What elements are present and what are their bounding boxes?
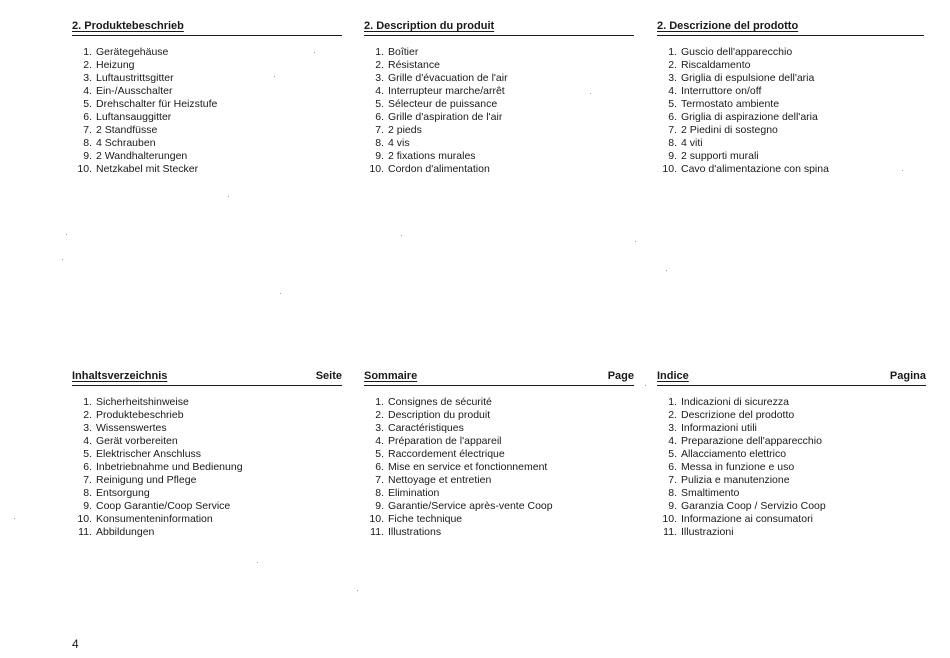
item-number: 5.: [375, 98, 384, 110]
section-it-product-description: [657, 20, 924, 176]
item-number: 4.: [83, 85, 92, 97]
scan-speck: [635, 241, 636, 242]
item-number: 9.: [83, 150, 92, 162]
item-text: Interrupteur marche/arrêt: [388, 85, 505, 97]
list-item: [364, 85, 634, 98]
list-item: [72, 98, 342, 111]
item-number: 4.: [375, 85, 384, 97]
item-text: Illustrazioni: [681, 526, 734, 538]
scan-speck: [645, 385, 646, 386]
item-number: 6.: [375, 461, 384, 473]
section-title: 2. Descrizione del prodotto: [657, 20, 799, 32]
section-heading: [72, 20, 342, 36]
item-text: Inbetriebnahme und Bedienung: [96, 461, 243, 473]
item-text: 4 Schrauben: [96, 137, 156, 149]
item-text: Grille d'aspiration de l'air: [388, 111, 503, 123]
list-item: [72, 474, 342, 487]
item-number: 9.: [375, 150, 384, 162]
item-number: 7.: [668, 124, 677, 136]
list-item: [657, 72, 924, 85]
item-number: 7.: [668, 474, 677, 486]
list-item: [72, 111, 342, 124]
scan-speck: [274, 76, 275, 77]
list-item: [657, 448, 926, 461]
list-item: [72, 513, 342, 526]
item-text: Griglia di aspirazione dell'aria: [681, 111, 818, 123]
item-text: Indicazioni di sicurezza: [681, 396, 789, 408]
item-text: 2 Piedini di sostegno: [681, 124, 778, 136]
list-item: [657, 396, 926, 409]
list-item: [657, 487, 926, 500]
item-number: 1.: [668, 396, 677, 408]
scan-speck: [666, 270, 667, 271]
item-number: 8.: [375, 137, 384, 149]
list-item: [364, 137, 634, 150]
list-item: [72, 150, 342, 163]
list-item: [657, 513, 926, 526]
item-text: Préparation de l'appareil: [388, 435, 502, 447]
list-item: [364, 124, 634, 137]
item-text: Allacciamento elettrico: [681, 448, 787, 460]
section-de-table-of-contents: [72, 370, 342, 539]
section-heading: [657, 370, 926, 386]
list-item: [657, 111, 924, 124]
scan-speck: [401, 235, 402, 236]
item-text: Messa in funzione e uso: [681, 461, 795, 473]
item-number: 11.: [663, 526, 677, 538]
scan-speck: [66, 234, 67, 235]
list-item: [364, 513, 634, 526]
item-number: 3.: [375, 422, 384, 434]
section-title: Sommaire: [364, 370, 418, 382]
item-text: Descrizione del prodotto: [681, 409, 795, 421]
parts-list: [657, 46, 924, 176]
list-item: [72, 526, 342, 539]
list-item: [72, 461, 342, 474]
list-item: [72, 124, 342, 137]
list-item: [364, 409, 634, 422]
list-item: [657, 150, 924, 163]
item-number: 8.: [375, 487, 384, 499]
section-de-product-description: [72, 20, 342, 176]
item-number: 2.: [375, 59, 384, 71]
list-item: [364, 98, 634, 111]
list-item: [364, 396, 634, 409]
item-text: Raccordement électrique: [388, 448, 505, 460]
item-text: Résistance: [388, 59, 440, 71]
item-number: 8.: [668, 487, 677, 499]
item-number: 11.: [370, 526, 384, 538]
section-heading: [364, 20, 634, 36]
item-text: Elimination: [388, 487, 440, 499]
page-column-label: Page: [607, 370, 634, 382]
item-text: 2 Wandhalterungen: [96, 150, 188, 162]
item-number: 2.: [668, 409, 677, 421]
section-title: Inhaltsverzeichnis: [72, 370, 168, 382]
item-number: 6.: [375, 111, 384, 123]
item-text: Gerätegehäuse: [96, 46, 169, 58]
list-item: [72, 396, 342, 409]
section-fr-table-of-contents: [364, 370, 634, 539]
list-item: [364, 448, 634, 461]
item-text: Luftaustrittsgitter: [96, 72, 174, 84]
toc-list: [72, 396, 342, 539]
item-number: 5.: [83, 448, 92, 460]
page-number: 4: [72, 637, 79, 651]
item-text: Fiche technique: [388, 513, 463, 525]
item-number: 4.: [668, 435, 677, 447]
item-number: 6.: [83, 461, 92, 473]
list-item: [72, 46, 342, 59]
item-text: Illustrations: [388, 526, 442, 538]
list-item: [364, 163, 634, 176]
item-number: 1.: [375, 46, 384, 58]
list-item: [364, 72, 634, 85]
item-text: Informazioni utili: [681, 422, 757, 434]
item-text: 2 pieds: [388, 124, 422, 136]
list-item: [657, 422, 926, 435]
list-item: [364, 422, 634, 435]
item-text: Consignes de sécurité: [388, 396, 492, 408]
item-text: Konsumenteninformation: [96, 513, 213, 525]
item-text: Guscio dell'apparecchio: [681, 46, 793, 58]
item-number: 9.: [668, 150, 677, 162]
item-number: 5.: [668, 448, 677, 460]
item-text: Caractéristiques: [388, 422, 464, 434]
item-number: 9.: [375, 500, 384, 512]
list-item: [657, 59, 924, 72]
list-item: [657, 163, 924, 176]
item-number: 1.: [668, 46, 677, 58]
item-text: Description du produit: [388, 409, 491, 421]
scan-speck: [62, 259, 63, 260]
list-item: [657, 461, 926, 474]
scan-speck: [314, 52, 315, 53]
item-text: Boîtier: [388, 46, 419, 58]
item-text: 2 supporti murali: [681, 150, 759, 162]
item-number: 7.: [83, 124, 92, 136]
item-text: Grille d'évacuation de l'air: [388, 72, 508, 84]
item-text: Coop Garantie/Coop Service: [96, 500, 231, 512]
item-number: 4.: [375, 435, 384, 447]
item-text: Garanzia Coop / Servizio Coop: [681, 500, 826, 512]
page-column-label: Pagina: [889, 370, 926, 382]
list-item: [364, 435, 634, 448]
item-text: 4 vis: [388, 137, 410, 149]
item-number: 7.: [83, 474, 92, 486]
section-fr-product-description: [364, 20, 634, 176]
item-number: 3.: [668, 72, 677, 84]
item-number: 4.: [668, 85, 677, 97]
list-item: [364, 500, 634, 513]
item-number: 9.: [83, 500, 92, 512]
item-number: 6.: [668, 461, 677, 473]
item-number: 3.: [668, 422, 677, 434]
item-number: 10.: [662, 163, 677, 175]
toc-list: [364, 396, 634, 539]
item-text: Preparazione dell'apparecchio: [681, 435, 822, 447]
list-item: [72, 409, 342, 422]
item-text: Sicherheitshinweise: [96, 396, 189, 408]
item-number: 6.: [668, 111, 677, 123]
item-number: 7.: [375, 474, 384, 486]
item-text: Riscaldamento: [681, 59, 751, 71]
section-heading: [657, 20, 924, 36]
item-number: 10.: [77, 513, 92, 525]
item-number: 2.: [83, 59, 92, 71]
list-item: [364, 111, 634, 124]
item-text: 4 viti: [681, 137, 703, 149]
list-item: [72, 137, 342, 150]
list-item: [72, 422, 342, 435]
item-number: 2.: [668, 59, 677, 71]
list-item: [657, 46, 924, 59]
list-item: [657, 409, 926, 422]
item-number: 6.: [83, 111, 92, 123]
list-item: [657, 85, 924, 98]
item-text: Cavo d'alimentazione con spina: [681, 163, 829, 175]
page-column-label: Seite: [315, 370, 342, 382]
item-number: 11.: [78, 526, 92, 538]
item-text: Pulizia e manutenzione: [681, 474, 790, 486]
item-text: 2 fixations murales: [388, 150, 476, 162]
list-item: [72, 72, 342, 85]
list-item: [657, 98, 924, 111]
item-text: Mise en service et fonctionnement: [388, 461, 548, 473]
list-item: [657, 500, 926, 513]
item-text: Smaltimento: [681, 487, 740, 499]
item-text: Gerät vorbereiten: [96, 435, 178, 447]
item-text: Nettoyage et entretien: [388, 474, 492, 486]
list-item: [657, 137, 924, 150]
toc-list: [657, 396, 926, 539]
section-title: Indice: [657, 370, 689, 382]
parts-list: [364, 46, 634, 176]
section-title: 2. Description du produit: [364, 20, 495, 32]
item-number: 1.: [83, 46, 92, 58]
scan-speck: [357, 590, 358, 591]
list-item: [657, 124, 924, 137]
item-text: Elektrischer Anschluss: [96, 448, 202, 460]
list-item: [72, 163, 342, 176]
list-item: [364, 150, 634, 163]
item-number: 7.: [375, 124, 384, 136]
list-item: [657, 526, 926, 539]
item-text: Entsorgung: [96, 487, 150, 499]
list-item: [364, 487, 634, 500]
item-number: 10.: [77, 163, 92, 175]
list-item: [657, 474, 926, 487]
item-number: 8.: [83, 137, 92, 149]
item-number: 5.: [668, 98, 677, 110]
item-text: Griglia di espulsione dell'aria: [681, 72, 815, 84]
item-text: Interruttore on/off: [681, 85, 762, 97]
section-it-table-of-contents: [657, 370, 926, 539]
item-text: Termostato ambiente: [681, 98, 780, 110]
item-number: 10.: [369, 513, 384, 525]
item-number: 5.: [375, 448, 384, 460]
list-item: [72, 59, 342, 72]
scan-speck: [14, 518, 15, 519]
scan-speck: [280, 293, 281, 294]
list-item: [72, 85, 342, 98]
item-text: Cordon d'alimentation: [388, 163, 490, 175]
item-number: 8.: [83, 487, 92, 499]
scan-speck: [257, 562, 258, 563]
item-number: 10.: [662, 513, 677, 525]
list-item: [364, 526, 634, 539]
scan-speck: [902, 170, 903, 171]
item-text: 2 Standfüsse: [96, 124, 158, 136]
section-title: 2. Produktebeschrieb: [72, 20, 184, 32]
item-text: Netzkabel mit Stecker: [96, 163, 199, 175]
item-text: Luftansauggitter: [96, 111, 172, 123]
item-number: 1.: [83, 396, 92, 408]
list-item: [364, 474, 634, 487]
item-number: 4.: [83, 435, 92, 447]
section-heading: [72, 370, 342, 386]
list-item: [364, 461, 634, 474]
item-number: 8.: [668, 137, 677, 149]
scan-speck: [228, 196, 229, 197]
item-number: 5.: [83, 98, 92, 110]
item-number: 9.: [668, 500, 677, 512]
item-text: Drehschalter für Heizstufe: [96, 98, 218, 110]
list-item: [657, 435, 926, 448]
item-text: Sélecteur de puissance: [388, 98, 498, 110]
item-text: Produktebeschrieb: [96, 409, 184, 421]
list-item: [364, 59, 634, 72]
item-number: 3.: [83, 422, 92, 434]
list-item: [364, 46, 634, 59]
item-text: Garantie/Service après-vente Coop: [388, 500, 553, 512]
item-text: Heizung: [96, 59, 135, 71]
item-number: 3.: [375, 72, 384, 84]
list-item: [72, 448, 342, 461]
item-text: Informazione ai consumatori: [681, 513, 813, 525]
section-heading: [364, 370, 634, 386]
item-number: 2.: [375, 409, 384, 421]
item-text: Ein-/Ausschalter: [96, 85, 173, 97]
item-number: 3.: [83, 72, 92, 84]
list-item: [72, 435, 342, 448]
list-item: [72, 500, 342, 513]
item-text: Wissenswertes: [96, 422, 167, 434]
item-number: 1.: [375, 396, 384, 408]
item-number: 10.: [369, 163, 384, 175]
item-text: Reinigung und Pflege: [96, 474, 197, 486]
parts-list: [72, 46, 342, 176]
scan-speck: [590, 93, 591, 94]
item-number: 2.: [83, 409, 92, 421]
item-text: Abbildungen: [96, 526, 155, 538]
list-item: [72, 487, 342, 500]
